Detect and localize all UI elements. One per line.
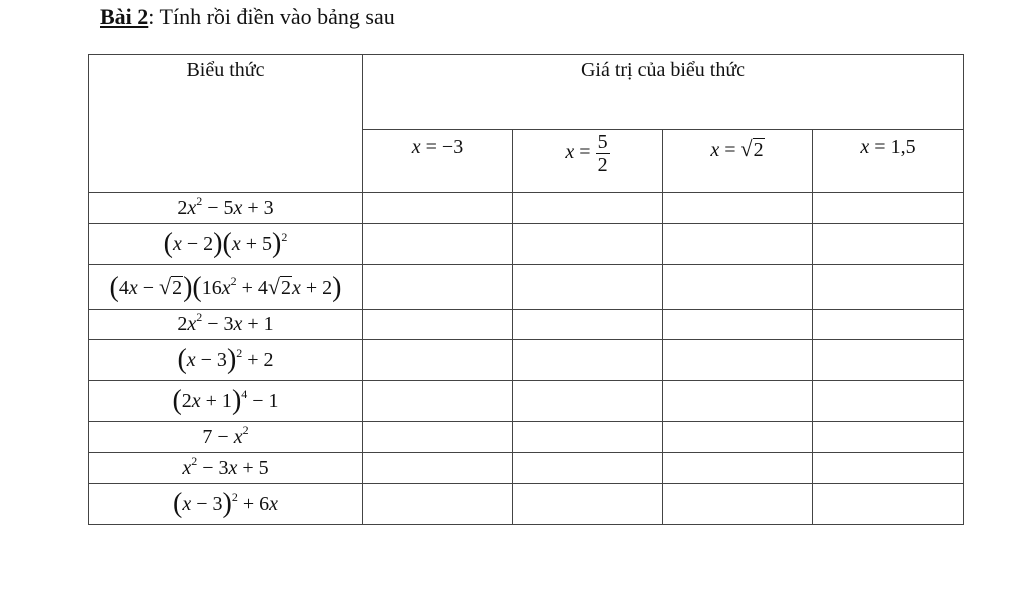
value-cell[interactable] xyxy=(813,193,964,224)
value-cell[interactable] xyxy=(813,265,964,310)
expression-cell: $2x^2 - 3x + 1$ xyxy=(89,310,363,340)
value-cell[interactable] xyxy=(663,224,813,265)
table-row xyxy=(89,484,964,525)
value-cell[interactable] xyxy=(363,381,513,422)
value-cell[interactable] xyxy=(363,310,513,340)
value-cell[interactable] xyxy=(663,453,813,484)
expression-cell: $(x - 2)(x + 5)^2$ xyxy=(89,224,363,265)
value-cell[interactable] xyxy=(663,422,813,453)
value-cell[interactable] xyxy=(363,224,513,265)
value-cell[interactable] xyxy=(363,422,513,453)
header-value: Giá trị của biểu thức xyxy=(363,55,964,130)
value-cell[interactable] xyxy=(363,453,513,484)
value-cell[interactable] xyxy=(513,484,663,525)
expression-cell: $(4x - √2)(16x^2 + 4√2x + 2)$ xyxy=(89,265,363,310)
value-cell[interactable] xyxy=(513,381,663,422)
expression-value-table xyxy=(88,54,964,525)
header-expression: Biểu thức xyxy=(89,55,363,193)
table-row xyxy=(89,265,964,310)
expression-cell: $x^2 - 3x + 5$ xyxy=(89,453,363,484)
value-cell[interactable] xyxy=(513,453,663,484)
table-row xyxy=(89,381,964,422)
value-cell[interactable] xyxy=(663,265,813,310)
value-cell[interactable] xyxy=(813,381,964,422)
value-cell[interactable] xyxy=(663,381,813,422)
expression-cell: $(x - 3)^2 + 2$ xyxy=(89,340,363,381)
x-value-header-4 xyxy=(813,130,964,193)
value-cell[interactable] xyxy=(513,224,663,265)
table-row xyxy=(89,310,964,340)
value-cell[interactable] xyxy=(663,193,813,224)
expression-cell: $(x - 3)^2 + 6x$ xyxy=(89,484,363,525)
expression-cell: $(2x + 1)^4 - 1$ xyxy=(89,381,363,422)
table-row xyxy=(89,224,964,265)
value-cell[interactable] xyxy=(663,310,813,340)
exercise-title xyxy=(100,4,395,30)
value-cell[interactable] xyxy=(513,310,663,340)
value-cell[interactable] xyxy=(513,265,663,310)
x-value-header-1 xyxy=(363,130,513,193)
value-cell[interactable] xyxy=(513,193,663,224)
value-cell[interactable] xyxy=(813,340,964,381)
value-cell[interactable] xyxy=(813,453,964,484)
expression-cell: $7 - x^2$ xyxy=(89,422,363,453)
value-cell[interactable] xyxy=(513,340,663,381)
value-cell[interactable] xyxy=(513,422,663,453)
value-cell[interactable] xyxy=(813,422,964,453)
x-value-3: x = √2 xyxy=(710,136,764,161)
value-cell[interactable] xyxy=(363,484,513,525)
value-cell[interactable] xyxy=(363,340,513,381)
value-cell[interactable] xyxy=(813,310,964,340)
x-value-header-3 xyxy=(663,130,813,193)
value-cell[interactable] xyxy=(363,193,513,224)
table-row xyxy=(89,453,964,484)
value-cell[interactable] xyxy=(813,484,964,525)
x-value-2: x = $\frac{5}{2}$ xyxy=(565,131,608,176)
table-row xyxy=(89,340,964,381)
x-value-4: x = 1,5 xyxy=(860,136,916,158)
exercise-instruction: : Tính rồi điền vào bảng sau xyxy=(148,4,395,29)
expression-cell: $2x^2 - 5x + 3$ xyxy=(89,193,363,224)
exercise-label: Bài 2 xyxy=(100,4,149,29)
x-value-header-2 xyxy=(513,130,663,193)
x-value-1: x = −3 xyxy=(411,136,464,158)
value-cell[interactable] xyxy=(813,224,964,265)
value-cell[interactable] xyxy=(663,484,813,525)
value-cell[interactable] xyxy=(663,340,813,381)
table-row xyxy=(89,422,964,453)
value-cell[interactable] xyxy=(363,265,513,310)
table-row xyxy=(89,193,964,224)
